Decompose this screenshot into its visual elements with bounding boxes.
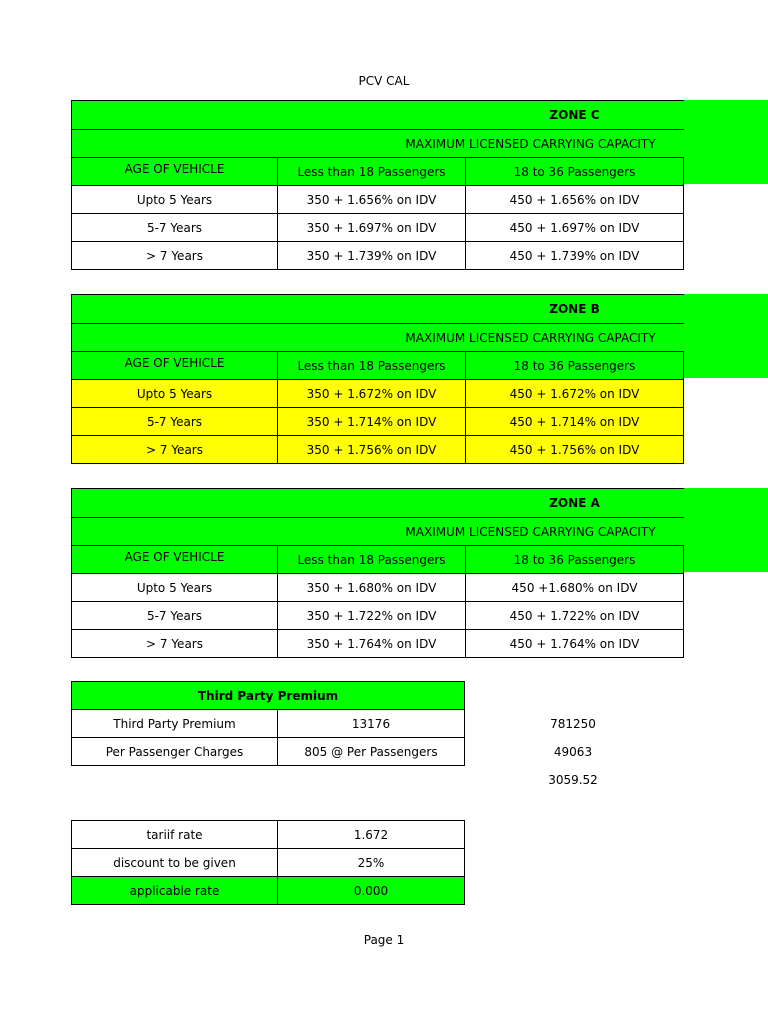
table-row	[72, 821, 465, 849]
zone-c-fill-block	[683, 100, 768, 184]
rate-cell: 450 + 1.739% on IDV	[466, 242, 684, 270]
table-row	[72, 242, 684, 270]
table-row	[72, 877, 465, 905]
page-title: PCV CAL	[358, 74, 410, 88]
age-cell: Upto 5 Years	[72, 574, 278, 602]
less-than-18-header: Less than 18 Passengers	[278, 546, 466, 574]
zone-b-table	[71, 294, 684, 464]
capacity-label: MAXIMUM LICENSED CARRYING CAPACITY	[278, 130, 684, 158]
rate-cell: 450 + 1.672% on IDV	[466, 380, 684, 408]
rate-cell: 450 + 1.756% on IDV	[466, 436, 684, 464]
value-cell: 805 @ Per Passengers	[278, 738, 465, 766]
less-than-18-header: Less than 18 Passengers	[278, 352, 466, 380]
capacity-label: MAXIMUM LICENSED CARRYING CAPACITY	[278, 324, 684, 352]
third-party-table	[71, 681, 465, 766]
value-cell: 13176	[278, 710, 465, 738]
zone-a-fill-block	[683, 488, 768, 572]
age-cell: Upto 5 Years	[72, 186, 278, 214]
rate-cell: 450 + 1.714% on IDV	[466, 408, 684, 436]
rate-cell: 350 + 1.739% on IDV	[278, 242, 466, 270]
table-row	[72, 602, 684, 630]
page-footer: Page 1	[363, 933, 405, 947]
side-value: 781250	[550, 717, 596, 731]
side-value: 49063	[553, 745, 593, 759]
18-to-36-header: 18 to 36 Passengers	[466, 546, 684, 574]
table-row	[72, 436, 684, 464]
age-cell: 5-7 Years	[72, 408, 278, 436]
age-cell: > 7 Years	[72, 242, 278, 270]
label-cell: applicable rate	[72, 877, 278, 905]
18-to-36-header: 18 to 36 Passengers	[466, 158, 684, 186]
rate-table	[71, 820, 465, 905]
age-cell: Upto 5 Years	[72, 380, 278, 408]
rate-cell: 450 + 1.656% on IDV	[466, 186, 684, 214]
value-cell: 1.672	[278, 821, 465, 849]
table-row	[72, 186, 684, 214]
rate-cell: 350 + 1.680% on IDV	[278, 574, 466, 602]
label-cell: discount to be given	[72, 849, 278, 877]
age-header: AGE OF VEHICLE	[72, 546, 278, 574]
table-row	[72, 408, 684, 436]
rate-cell: 350 + 1.722% on IDV	[278, 602, 466, 630]
rate-cell: 350 + 1.714% on IDV	[278, 408, 466, 436]
table-row	[72, 574, 684, 602]
table-row	[72, 710, 465, 738]
label-cell: Third Party Premium	[72, 710, 278, 738]
less-than-18-header: Less than 18 Passengers	[278, 158, 466, 186]
rate-cell: 450 + 1.764% on IDV	[466, 630, 684, 658]
rate-cell: 450 +1.680% on IDV	[466, 574, 684, 602]
age-header: AGE OF VEHICLE	[72, 352, 278, 380]
zone-b-fill-block	[683, 294, 768, 378]
table-row	[72, 380, 684, 408]
label-cell: Per Passenger Charges	[72, 738, 278, 766]
rate-cell: 350 + 1.697% on IDV	[278, 214, 466, 242]
table-row	[72, 214, 684, 242]
zone-a-table	[71, 488, 684, 658]
rate-cell: 450 + 1.722% on IDV	[466, 602, 684, 630]
third-party-heading: Third Party Premium	[72, 682, 465, 710]
table-row	[72, 849, 465, 877]
label-cell: tariif rate	[72, 821, 278, 849]
zone-name: ZONE B	[466, 295, 684, 324]
value-cell: 0.000	[278, 877, 465, 905]
age-cell: 5-7 Years	[72, 602, 278, 630]
age-cell: 5-7 Years	[72, 214, 278, 242]
table-row	[72, 738, 465, 766]
rate-cell: 350 + 1.764% on IDV	[278, 630, 466, 658]
capacity-label: MAXIMUM LICENSED CARRYING CAPACITY	[278, 518, 684, 546]
side-value: 3059.52	[548, 773, 598, 787]
18-to-36-header: 18 to 36 Passengers	[466, 352, 684, 380]
age-cell: > 7 Years	[72, 630, 278, 658]
zone-name: ZONE C	[466, 101, 684, 130]
rate-cell: 350 + 1.756% on IDV	[278, 436, 466, 464]
value-cell: 25%	[278, 849, 465, 877]
zone-name: ZONE A	[466, 489, 684, 518]
age-header: AGE OF VEHICLE	[72, 158, 278, 186]
rate-cell: 450 + 1.697% on IDV	[466, 214, 684, 242]
zone-c-table	[71, 100, 684, 270]
age-cell: > 7 Years	[72, 436, 278, 464]
table-row	[72, 630, 684, 658]
rate-cell: 350 + 1.656% on IDV	[278, 186, 466, 214]
rate-cell: 350 + 1.672% on IDV	[278, 380, 466, 408]
